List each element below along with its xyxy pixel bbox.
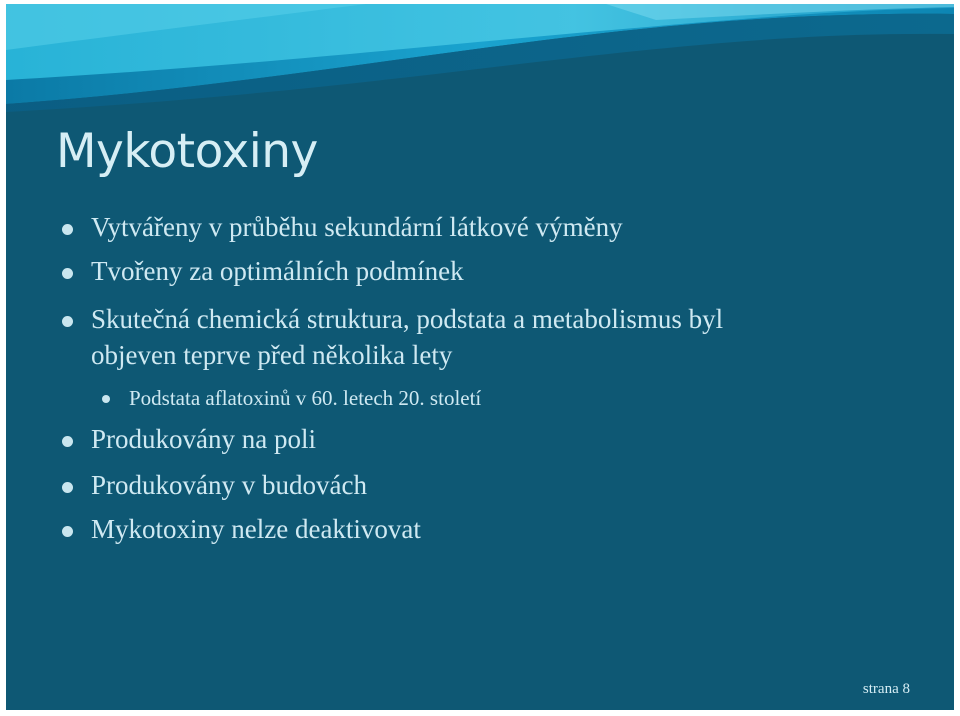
bullet-text: Skutečná chemická struktura, podstata a metabolismus byl [91,304,724,334]
bullet-icon [62,526,73,537]
bullet-text: Tvořeny za optimálních podmínek [91,256,464,286]
bullet-text: Produkovány v budovách [91,470,367,500]
bullet-item [91,212,623,243]
bullet-icon [62,482,73,493]
bullet-icon [62,224,73,235]
bullet-text: objeven teprve před několika lety [91,340,453,370]
bullet-item [91,304,723,335]
bullet-item [91,256,464,287]
page-number: strana 8 [862,681,910,697]
bullet-icon [62,268,73,279]
bullet-item [91,470,367,501]
bullet-item [91,514,421,545]
bullet-item [91,424,316,455]
bullet-text: Podstata aflatoxinů v 60. letech 20. století [129,386,482,410]
header-wave-decoration [6,4,954,124]
bullet-text: Vytvářeny v průběhu sekundární látkové výměny [91,212,623,242]
bullet-text: Mykotoxiny nelze deaktivovat [91,514,421,544]
sub-bullet-item [129,386,481,411]
bullet-icon [62,316,73,327]
bullet-item-continuation [91,340,452,371]
sub-bullet-icon [102,395,110,403]
slide-title: Mykotoxiny [56,124,318,179]
bullet-text: Produkovány na poli [91,424,316,454]
bullet-icon [62,436,73,447]
slide [6,4,954,710]
